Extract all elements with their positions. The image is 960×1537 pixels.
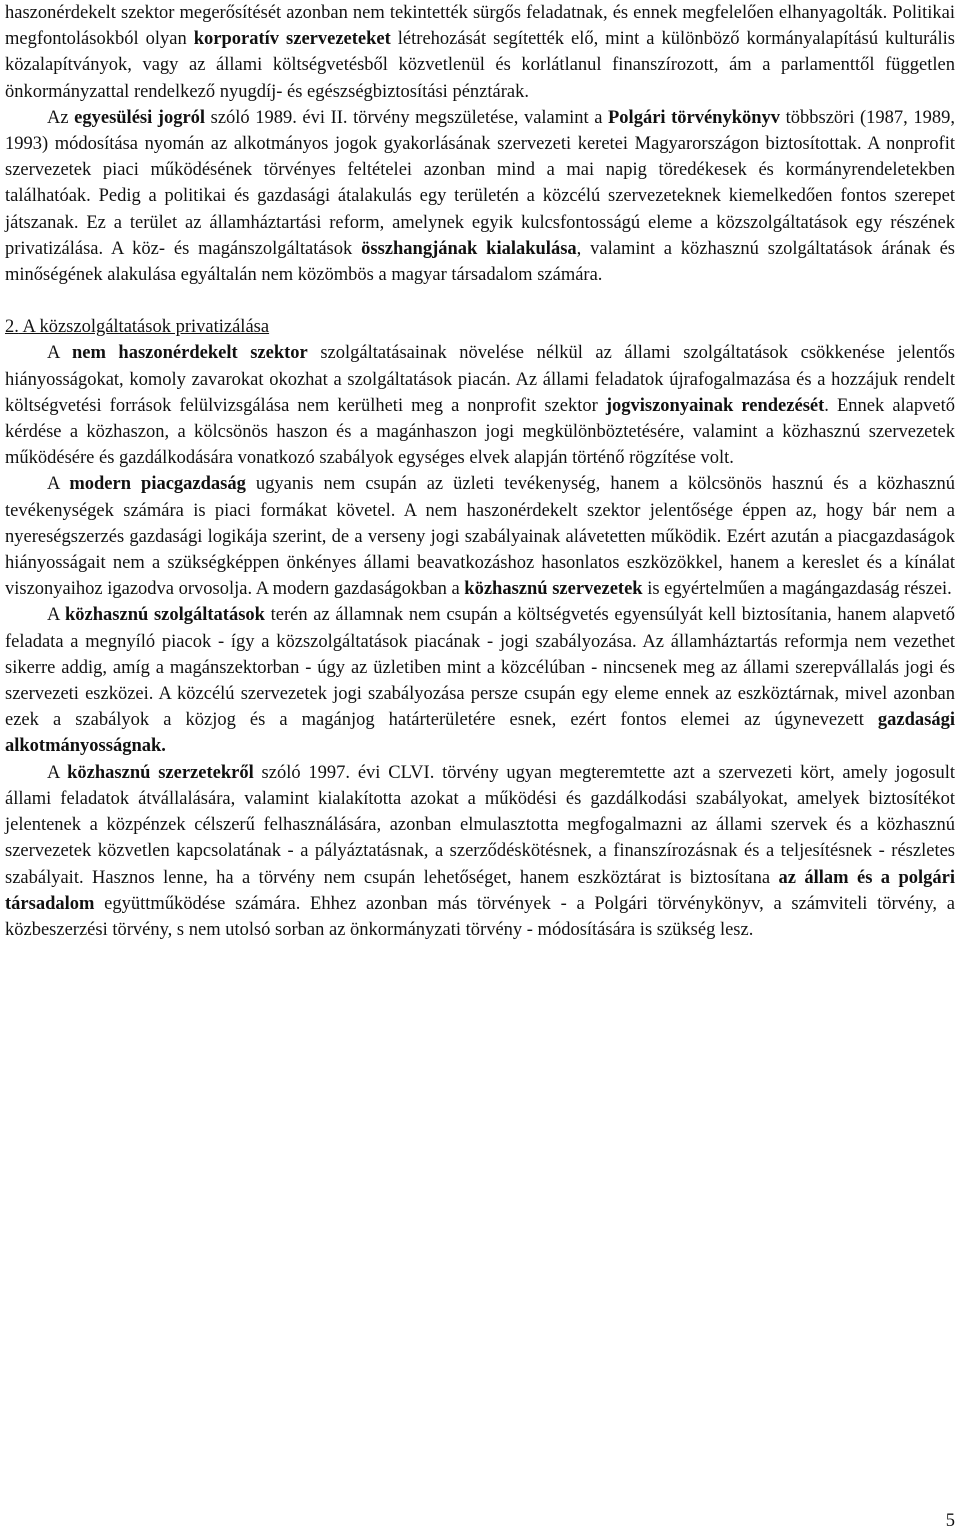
text: szóló 1997. évi CLVI. törvény ugyan megteremtette azt a szervezeti kört, amely jogosult állami feladatok átvállalására, valamint kialakította azokat a működési és gazdálkodási szabályokat, amelyek biztosítékot jelentenek a közpénzek célszerű felhasználására, azonban elmulasztotta megfogalmazni az állami szervek és a közhasznú szervezetek közvetlen kapcsolatának - a pályáztatásnak, a szerződéskötésnek, a finanszírozásnak és a teljesítésnek - részletes szabályait. Hasznos lenne, ha a törvény nem csupán lehetőséget, hanem eszköztárat is biztosítana (5, 762, 956, 888)
text: szóló 1989. évi II. törvény megszületése, valamint a (205, 107, 608, 128)
paragraph-3 (5, 340, 955, 471)
bold-term: közhasznú szervezetek (464, 579, 643, 600)
bold-term: összhangjának kialakulása (361, 238, 577, 259)
text: együttműködése számára. Ehhez azonban más törvények - a Polgári törvénykönyv, a számviteli törvény, a közbeszerzési törvény, s nem utolsó sorban az önkormányzati törvény - módosítására is szükség lesz. (5, 893, 955, 940)
text: létrehozását segítették elő, mint a különböző kormányalapítású kulturális közalapítványok, vagy az állami költségvetésből közvetlenül és korlátlanul finanszírozott, ám a parlamenttől független önkormányzattal rendelkező nyugdíj- és egészségbiztosítási pénztárak. (5, 29, 955, 102)
paragraph-2 (5, 105, 955, 288)
text: szolgáltatásainak növelése nélkül az állami szolgáltatások csökkenése jelentős hiányosságokat, komoly zavarokat okozhat a szolgáltatások piacán. Az állami feladatok újrafogalmazása és a hozzájuk rendelt költségvetési források felülvizsgálása nem kerülheti meg a nonprofit szektor (5, 343, 956, 416)
document-page (5, 0, 955, 943)
text: Az (47, 107, 75, 128)
text: . Ennek alapvető kérdése a közhaszon, a kölcsönös haszon és a magánhaszon jogi megkülönböztetésére, valamint a közhasznú szervezetek működésére és gazdálkodására vonatkozó szabályok egységes elvek alapján történő rögzítése volt. (5, 395, 955, 469)
section-title: A közszolgáltatások privatizálása (22, 317, 270, 338)
spacer (5, 288, 955, 314)
bold-term: közhasznú szerzetekről (67, 762, 254, 783)
bold-term: közhasznú szolgáltatások (65, 605, 265, 626)
paragraph-1 (5, 0, 955, 105)
text: A (47, 605, 66, 626)
text: , valamint a közhasznú szolgáltatások árának és minőségének alakulása egyáltalán nem közömbös a magyar társadalom számára. (5, 238, 955, 286)
text: is egyértelműen a magángazdaság részei. (642, 579, 952, 600)
bold-term: gazdasági alkotmányosságnak. (5, 710, 955, 757)
text: terén az államnak nem csupán a költségvetés egyensúlyát kell biztosítania, hanem alapvető feladata a megnyíló piacok - így a közszolgáltatások piacának - jogi szabályozása. Az államháztartás reformja nem vezethet sikerre addig, amíg a magánszektorban - úgy az üzletiben mint a közcélúban - nincsenek meg az állami szerepvállalás jogi és szervezeti eszközei. A közcélú szervezetek jogi szabályozása persze csupán egy eleme ennek az eszköztárnak, mivel azonban ezek a szabályok a közjog és a magánjog határterületére esnek, ezért fontos elemei az úgynevezett (5, 605, 956, 731)
page-number: 5 (945, 1511, 955, 1531)
text: ugyanis nem csupán az üzleti tevékenység, hanem a kölcsönös hasznú és a közhasznú tevékenységek számára is piaci formákat követel. A nem haszonérdekelt szektor jelentősége éppen az, hogy bár nem a nyereségszerzés gazdasági logikája szerint, de a verseny jogi szabályainak alávetetten működik. Ezért azután a piacgazdaságok hiányosságait nem a szükségképpen önkényes állami beavatkozáshoz hasonlatos eszközökkel, hanem a kereslet és a kínálat viszonyaihoz igazodva orvosolja. A modern gazdaságokban a (5, 474, 955, 600)
paragraph-5 (5, 602, 955, 759)
bold-term: jogviszonyainak rendezését (605, 395, 825, 416)
bold-term: egyesülési jogról (74, 107, 206, 128)
section-heading (5, 314, 955, 340)
text: haszonérdekelt szektor megerősítését azonban nem tekintették sürgős feladatnak, és ennek megfelelően elhanyagolták. Politikai megfontolásokból olyan (5, 3, 955, 50)
text: A (47, 343, 72, 364)
bold-term: modern piacgazdaság (69, 474, 246, 495)
text: A (47, 762, 68, 783)
text: A (47, 474, 70, 495)
section-number: 2. (5, 317, 19, 338)
bold-term: korporatív szervezeteket (193, 29, 391, 50)
text: többszöri (1987, 1989, 1993) módosítása nyomán az alkotmányos jogok gyakorlásának szervezeti keretei Magyarországon biztosítottak. A nonprofit szervezetek piaci működésének törvényes feltételei azonban mind a mai napig töredékesek és kormányrendeletekben találhatóak. Pedig a politikai és gazdasági átalakulás egy területén a közcélú szervezeteknek kiemelkedően fontos szerepet játszanak. Ez a terület az államháztartási reform, amelynek egyik kulcsfontosságú eleme a közszolgáltatások egy részének privatizálása. A köz- és magánszolgáltatások (5, 107, 955, 259)
bold-term: az állam és a polgári társadalom (5, 867, 955, 914)
bold-term: Polgári törvénykönyv (608, 107, 781, 128)
paragraph-6 (5, 760, 955, 943)
bold-term: nem haszonérdekelt szektor (71, 343, 308, 364)
paragraph-4 (5, 471, 955, 602)
